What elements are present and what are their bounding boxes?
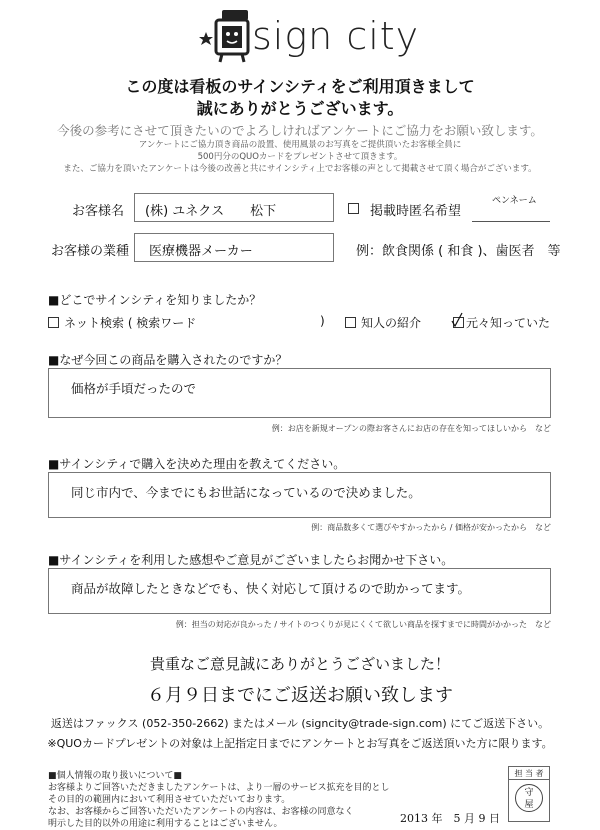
- industry-example: 例：飲食関係 ( 和食 )、歯医者 等: [356, 244, 561, 259]
- q1-option-known-label: 元々知っていた: [466, 316, 551, 330]
- anonymous-label: 掲載時匿名希望: [370, 204, 462, 219]
- stamp-char-2: 屋: [524, 800, 534, 810]
- privacy-line-4: 明示した目的以外の用途に利用することはございません。: [48, 819, 283, 829]
- anonymous-checkbox[interactable]: [348, 203, 359, 214]
- q1-option-search-close: ): [320, 314, 325, 328]
- privacy-line-2: その目的の範囲内において利用させていただいております。: [48, 795, 291, 805]
- q3-question: ■サインシティで購入を決めた理由を教えてください。: [48, 457, 346, 471]
- check-mark-icon: [450, 312, 464, 328]
- q3-answer-field[interactable]: [48, 472, 551, 518]
- brand-name: sign city: [252, 14, 420, 58]
- q4-example: 例：担当の対応が良かった / サイトのつくりが見にくくて欲しい商品を探すまでに時間がかかった など: [175, 620, 551, 629]
- privacy-line-3: なお、お客様からご回答いただいたアンケートの内容は、お客様の同意なく: [48, 807, 354, 817]
- q4-answer: 商品が故障したときなどでも、快く対応して頂けるので助かってます。: [71, 581, 471, 596]
- headline-line-1: この度は看板のサインシティをご利用頂きまして: [125, 77, 475, 96]
- penname-line[interactable]: [472, 221, 550, 222]
- q2-answer-field[interactable]: [48, 368, 551, 418]
- q2-answer: 価格が手頃だったので: [71, 381, 197, 396]
- headline-line-2: 誠にありがとうございます。: [196, 99, 404, 118]
- privacy-title: ■個人情報の取り扱いについて■: [48, 771, 182, 781]
- return-deadline: ６月９日までにご返送お願い致します: [147, 685, 453, 706]
- customer-name-field[interactable]: [134, 193, 334, 222]
- penname-label: ペンネーム: [492, 196, 537, 206]
- q3-example: 例：商品数多くて選びやすかったから / 価格が安かったから など: [311, 523, 551, 532]
- quo-note: ※QUOカードプレゼントの対象は上記指定日までにアンケートとお写真をご返送頂いた方に限ります。: [47, 737, 553, 750]
- intro-note-2: 500円分のQUOカードをプレゼントさせて頂きます。: [197, 152, 403, 162]
- q4-answer-field[interactable]: [48, 568, 551, 614]
- q4-question: ■サインシティを利用した感想やご意見がございましたらお聞かせ下さい。: [48, 553, 454, 567]
- date: 2013 年 5 月 9 日: [400, 812, 500, 825]
- customer-name-label: お客様名: [72, 204, 125, 219]
- subtitle: 今後の参考にさせて頂きたいのでよろしければアンケートにご協力をお願い致します。: [57, 123, 543, 138]
- industry-value: 医療機器メーカー: [149, 244, 253, 259]
- q2-example: 例：お店を新規オープンの際お客さんにお店の存在を知ってほしいから など: [271, 424, 551, 433]
- q3-answer: 同じ市内で、今までにもお世話になっているので決めました。: [71, 485, 421, 500]
- q1-option-referral-label: 知人の紹介: [361, 316, 422, 330]
- q2-question: ■なぜ今回この商品を購入されたのですか？: [48, 353, 288, 367]
- thanks-message: 貴重なご意見誠にありがとうございました！: [149, 655, 450, 673]
- q1-option-referral-checkbox[interactable]: [345, 317, 356, 328]
- stamp-char-1: 守: [524, 788, 534, 798]
- industry-label: お客様の業種: [51, 244, 130, 259]
- industry-field[interactable]: [134, 233, 334, 262]
- q1-option-search-label: ネット検索 ( 検索ワード: [64, 316, 197, 330]
- privacy-line-1: お客様よりご回答いただきましたアンケートは、より一層のサービス拡充を目的とし: [48, 783, 390, 793]
- staff-box: [508, 766, 550, 822]
- return-info: 返送はファックス (052-350-2662) またはメール (signcity@trade-sign.com) にてご返送下さい。: [50, 717, 550, 730]
- staff-stamp: [515, 784, 543, 812]
- q1-option-search-checkbox[interactable]: [48, 317, 59, 328]
- intro-note-1: アンケートにご協力頂き商品の設置、使用風景のお写真をご提供頂いたお客様全員に: [138, 140, 462, 150]
- staff-label: 担 当 者: [509, 768, 549, 780]
- intro-note-3: また、ご協力を頂いたアンケートは今後の改善と共にサインシティ上でお客様の声として掲載させて頂く場合がございます。: [63, 164, 537, 174]
- q1-question: ■どこでサインシティを知りましたか？: [48, 293, 262, 307]
- customer-name-value: (株) ユネクス 松下: [145, 204, 277, 219]
